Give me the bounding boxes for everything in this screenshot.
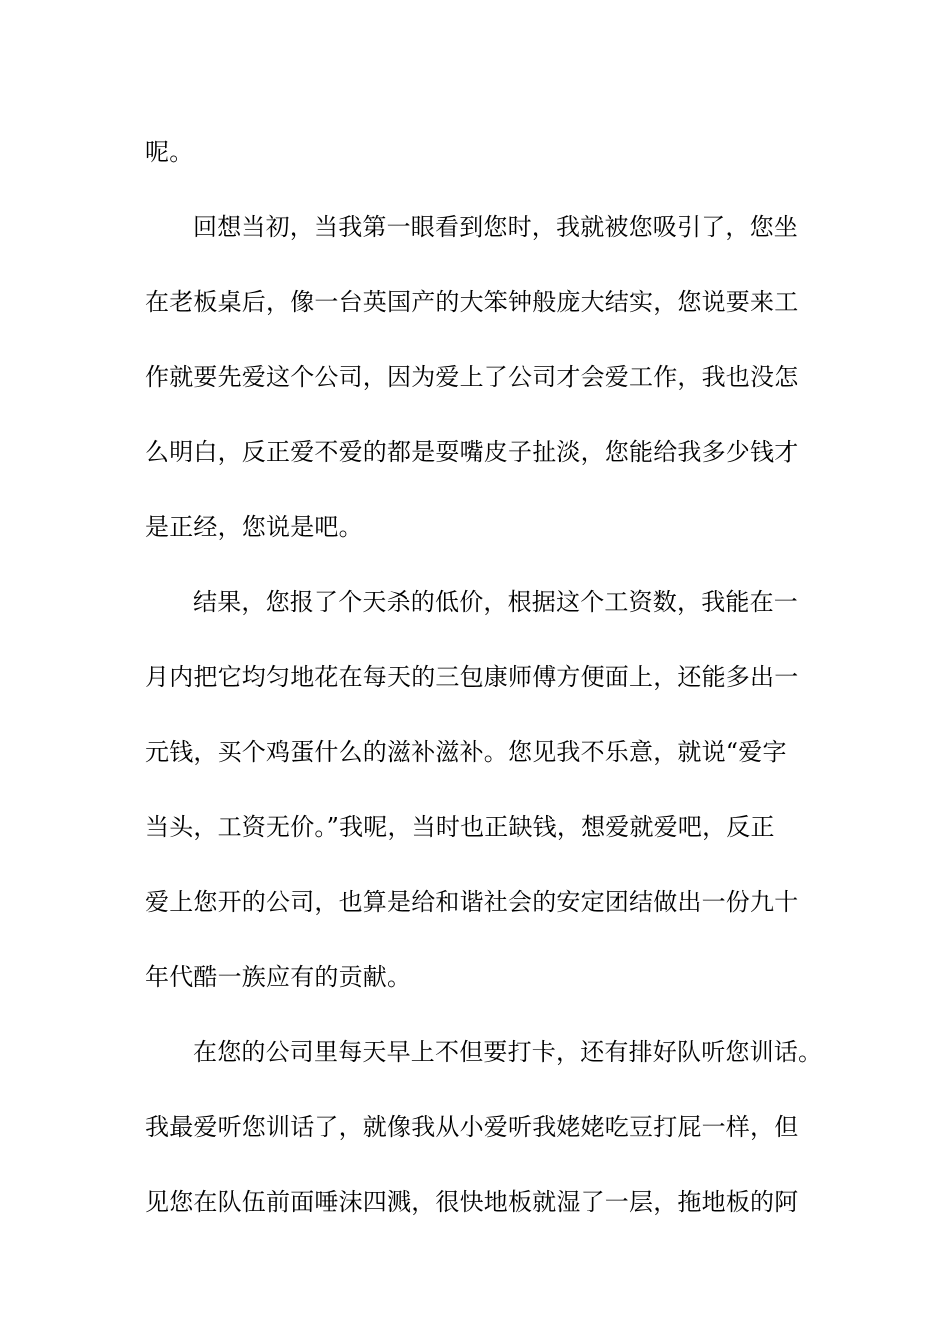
- paragraph-first-line: 回想当初，当我第一眼看到您时，我就被您吸引了，您坐: [193, 213, 798, 241]
- text-line: 月内把它均匀地花在每天的三包康师傅方便面上，还能多出一: [145, 663, 799, 691]
- text-line: 作就要先爱这个公司，因为爱上了公司才会爱工作，我也没怎: [145, 363, 799, 391]
- paragraph-first-line: 在您的公司里每天早上不但要打卡，还有排好队听您训话。: [193, 1038, 823, 1066]
- text-line: 当头，工资无价。”我呢，当时也正缺钱，想爱就爱吧，反正: [145, 813, 775, 841]
- text-line: 在老板桌后，像一台英国产的大笨钟般庞大结实，您说要来工: [145, 288, 799, 316]
- text-line: 呢。: [145, 138, 194, 166]
- text-line: 元钱，买个鸡蛋什么的滋补滋补。您见我不乐意，就说“爱字: [145, 738, 787, 766]
- text-line: 是正经，您说是吧。: [145, 513, 363, 541]
- paragraph-first-line: 结果，您报了个天杀的低价，根据这个工资数，我能在一: [193, 588, 798, 616]
- text-line: 么明白，反正爱不爱的都是耍嘴皮子扯淡，您能给我多少钱才: [145, 438, 799, 466]
- text-line: 见您在队伍前面唾沫四溅，很快地板就湿了一层，拖地板的阿: [145, 1188, 799, 1216]
- text-line: 我最爱听您训话了，就像我从小爱听我姥姥吃豆打屁一样，但: [145, 1113, 799, 1141]
- text-line: 年代酷一族应有的贡献。: [145, 963, 412, 991]
- text-line: 爱上您开的公司，也算是给和谐社会的安定团结做出一份九十: [145, 888, 799, 916]
